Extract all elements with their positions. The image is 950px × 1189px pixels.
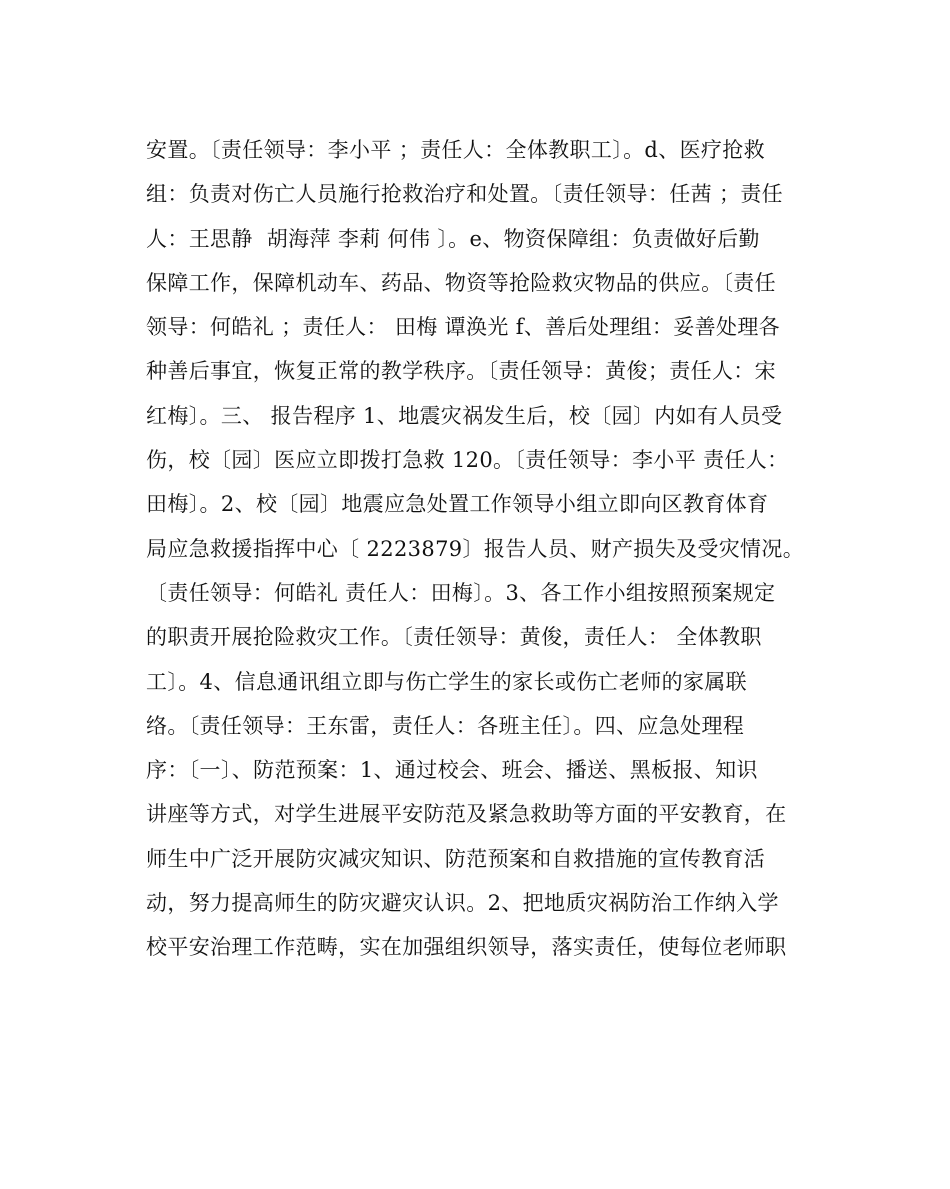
text-line: 人：王思静 胡海萍 李莉 何伟 〕。e、物资保障组：负责做好后勤 — [146, 226, 760, 251]
text-line: 工〕。4、信息通讯组立即与伤亡学生的家长或伤亡老师的家属联 — [146, 669, 748, 694]
text-line: 种善后事宜，恢复正常的教学秩序。〔责任领导：黄俊；责任人：宋 — [146, 359, 776, 384]
text-line: 络。〔责任领导：王东雷，责任人：各班主任〕。四、应急处理程 — [146, 713, 745, 738]
text-line: 领导：何皓礼 ；责任人： 田梅 谭涣光 f、善后处理组：妥善处理各 — [146, 315, 781, 340]
text-line: 安置。〔责任领导：李小平 ；责任人：全体教职工〕。d、医疗抢救 — [146, 138, 765, 162]
text-line: 的职责开展抢险救灾工作。〔责任领导：黄俊，责任人： 全体教职 — [146, 625, 762, 650]
text-line: 红梅〕。三、 报告程序 1、地震灾祸发生后，校〔园〕内如有人员受 — [146, 403, 783, 428]
text-line: 动，努力提高师生的防灾避灾认识。2、把地质灾祸防治工作纳入学 — [146, 891, 779, 916]
text-line: 〔责任领导：何皓礼 责任人：田梅〕。3、各工作小组按照预案规定 — [146, 580, 776, 605]
text-line: 局应急救援指挥中心〔 2223879〕报告人员、财产损失及受灾情况。 — [146, 536, 805, 561]
text-line: 校平安治理工作范畴，实在加强组织领导，落实责任，使每位老师职 — [146, 935, 787, 960]
text-line: 师生中广泛开展防灾减灾知识、防范预案和自救措施的宣传教育活 — [146, 846, 766, 871]
body-text — [146, 128, 816, 970]
text-line: 序：〔一〕、防范预案：1、通过校会、班会、播送、黑板报、知识 — [146, 758, 758, 783]
text-line: 田梅〕。2、校〔园〕地震应急处置工作领导小组立即向区教育体育 — [146, 492, 769, 517]
text-line: 伤，校〔园〕医应立即拨打急救 120。〔责任领导：李小平 责任人： — [146, 448, 789, 473]
text-line: 保障工作，保障机动车、药品、物资等抢险救灾物品的供应。〔责任 — [146, 270, 776, 295]
text-line: 讲座等方式，对学生进展平安防范及紧急救助等方面的平安教育，在 — [146, 802, 787, 827]
text-line: 组：负责对伤亡人员施行抢救治疗和处置。〔责任领导：任茜 ；责任 — [146, 182, 784, 207]
